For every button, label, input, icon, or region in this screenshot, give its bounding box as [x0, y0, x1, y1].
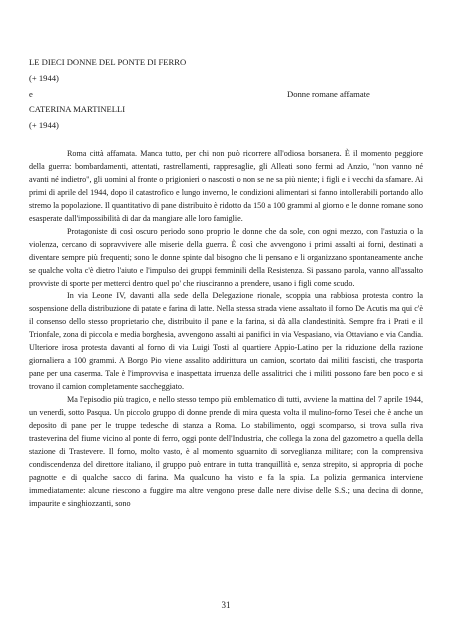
heading-conjunction: e: [29, 88, 33, 99]
body-text: [29, 148, 423, 511]
heading-name: CATERINA MARTINELLI: [29, 104, 126, 115]
heading-date-2: (+ 1944): [29, 120, 59, 131]
paragraph-4: Ma l'episodio più tragico, e nello stesso tempo più emblematico di tutti, avviene la mattina del 7 aprile 1944, un venerdì, sotto Pasqua. Un piccolo gruppo di donne prende di mira questa volta il mulino-forno Tesei che è anche un deposito di pane per le truppe tedesche di stanza a Roma. Lo stabilimento, oggi scomparso, si trova sulla riva trasteverina del fiume vicino al ponte di ferro, oggi ponte dell'Industria, che collega la zona del gazometro a quella della stazione di Trastevere. Il forno, molto vasto, è al momento sguarnito di sorveglianza militare; con la comprensiva condiscendenza del direttore italiano, il gruppo può entrare in tutta tranquillità e, senza strepito, si appropria di poche pagnotte e di qualche sacco di farina. Ma qualcuno ha visto e fa la spia. La polizia germanica interviene immediatamente: alcune riescono a fuggire ma altre vengono prese dalle nere divise delle S.S.; una decina di donne, impaurite e singhiozzanti, sono: [29, 395, 423, 508]
paragraph-3: In via Leone IV, davanti alla sede della Delegazione rionale, scoppia una rabbiosa protesta contro la sospensione della distribuzione di patate e farina di latte. Nella stessa strada viene assaltato il forno De Acutis ma qui c'è il consenso dello stesso proprietario che, distribuito il pane e la farina, si dà alla clandestinità. Sempre fra i Prati e il Trionfale, zona di piccola e media borghesia, avvengono assalti ai panifici in via Vespasiano, via Ottaviano e via Candia. Ulteriore irosa protesta davanti al forno di via Luigi Tosti al quartiere Appio-Latino per la riduzione della razione giornaliera a 100 grammi. A Borgo Pio viene assalito addirittura un camion, scortato dai militi fascisti, che trasporta pane per una caserma. Tale è l'improvvisa e inaspettata irruenza delle assalitrici che i militi possono fare ben poco e si trovano il camion completamente saccheggiato.: [29, 291, 423, 392]
paragraph-2: Protagoniste di così oscuro periodo sono proprio le donne che da sole, con ogni mezzo, con l'astuzia o la violenza, cercano di sopravvivere alle miserie della guerra. È così che avvengono i primi assalti ai forni, destinati a diventare sempre più frequenti; sono le donne spinte dal bisogno che li pensano e li organizzano spontaneamente anche se qualche volta c'è dietro l'aiuto e l'impulso dei gruppi femminili della Resistenza. Si passano parola, vanno all'assalto provviste di sporte per metterci dentro quel po' che riusciranno a prendere, usano i figli come scudo.: [29, 226, 423, 288]
heading-date-1: (+ 1944): [29, 72, 59, 83]
heading-conjunction-row: [29, 87, 429, 103]
heading-subtitle: Donne romane affamate: [287, 88, 370, 99]
heading-title: LE DIECI DONNE DEL PONTE DI FERRO: [29, 57, 187, 67]
page-number: 31: [221, 600, 231, 610]
chapter-heading: [29, 55, 429, 134]
paragraph-1: Roma città affamata. Manca tutto, per chi non può ricorrere all'odiosa borsanera. È il momento peggiore della guerra: bombardamenti, attentati, rastrellamenti, rappresaglie, gli Alleati sono fermi ad Anzio, "non vanno né avanti né indietro", gli uomini al fronte o prigionieri o nascosti o non se ne sa più niente; i figli e i vecchi da sfamare. Ai primi di aprile del 1944, dopo il catastrofico e lungo inverno, le condizioni alimentari si fanno intollerabili portando allo stremo la popolazione. Il quantitativo di pane distribuito è ridotto da 150 a 100 grammi al giorno e le donne romane sono esasperate dall'impossibilità di dar da mangiare alle loro famiglie.: [29, 149, 423, 223]
